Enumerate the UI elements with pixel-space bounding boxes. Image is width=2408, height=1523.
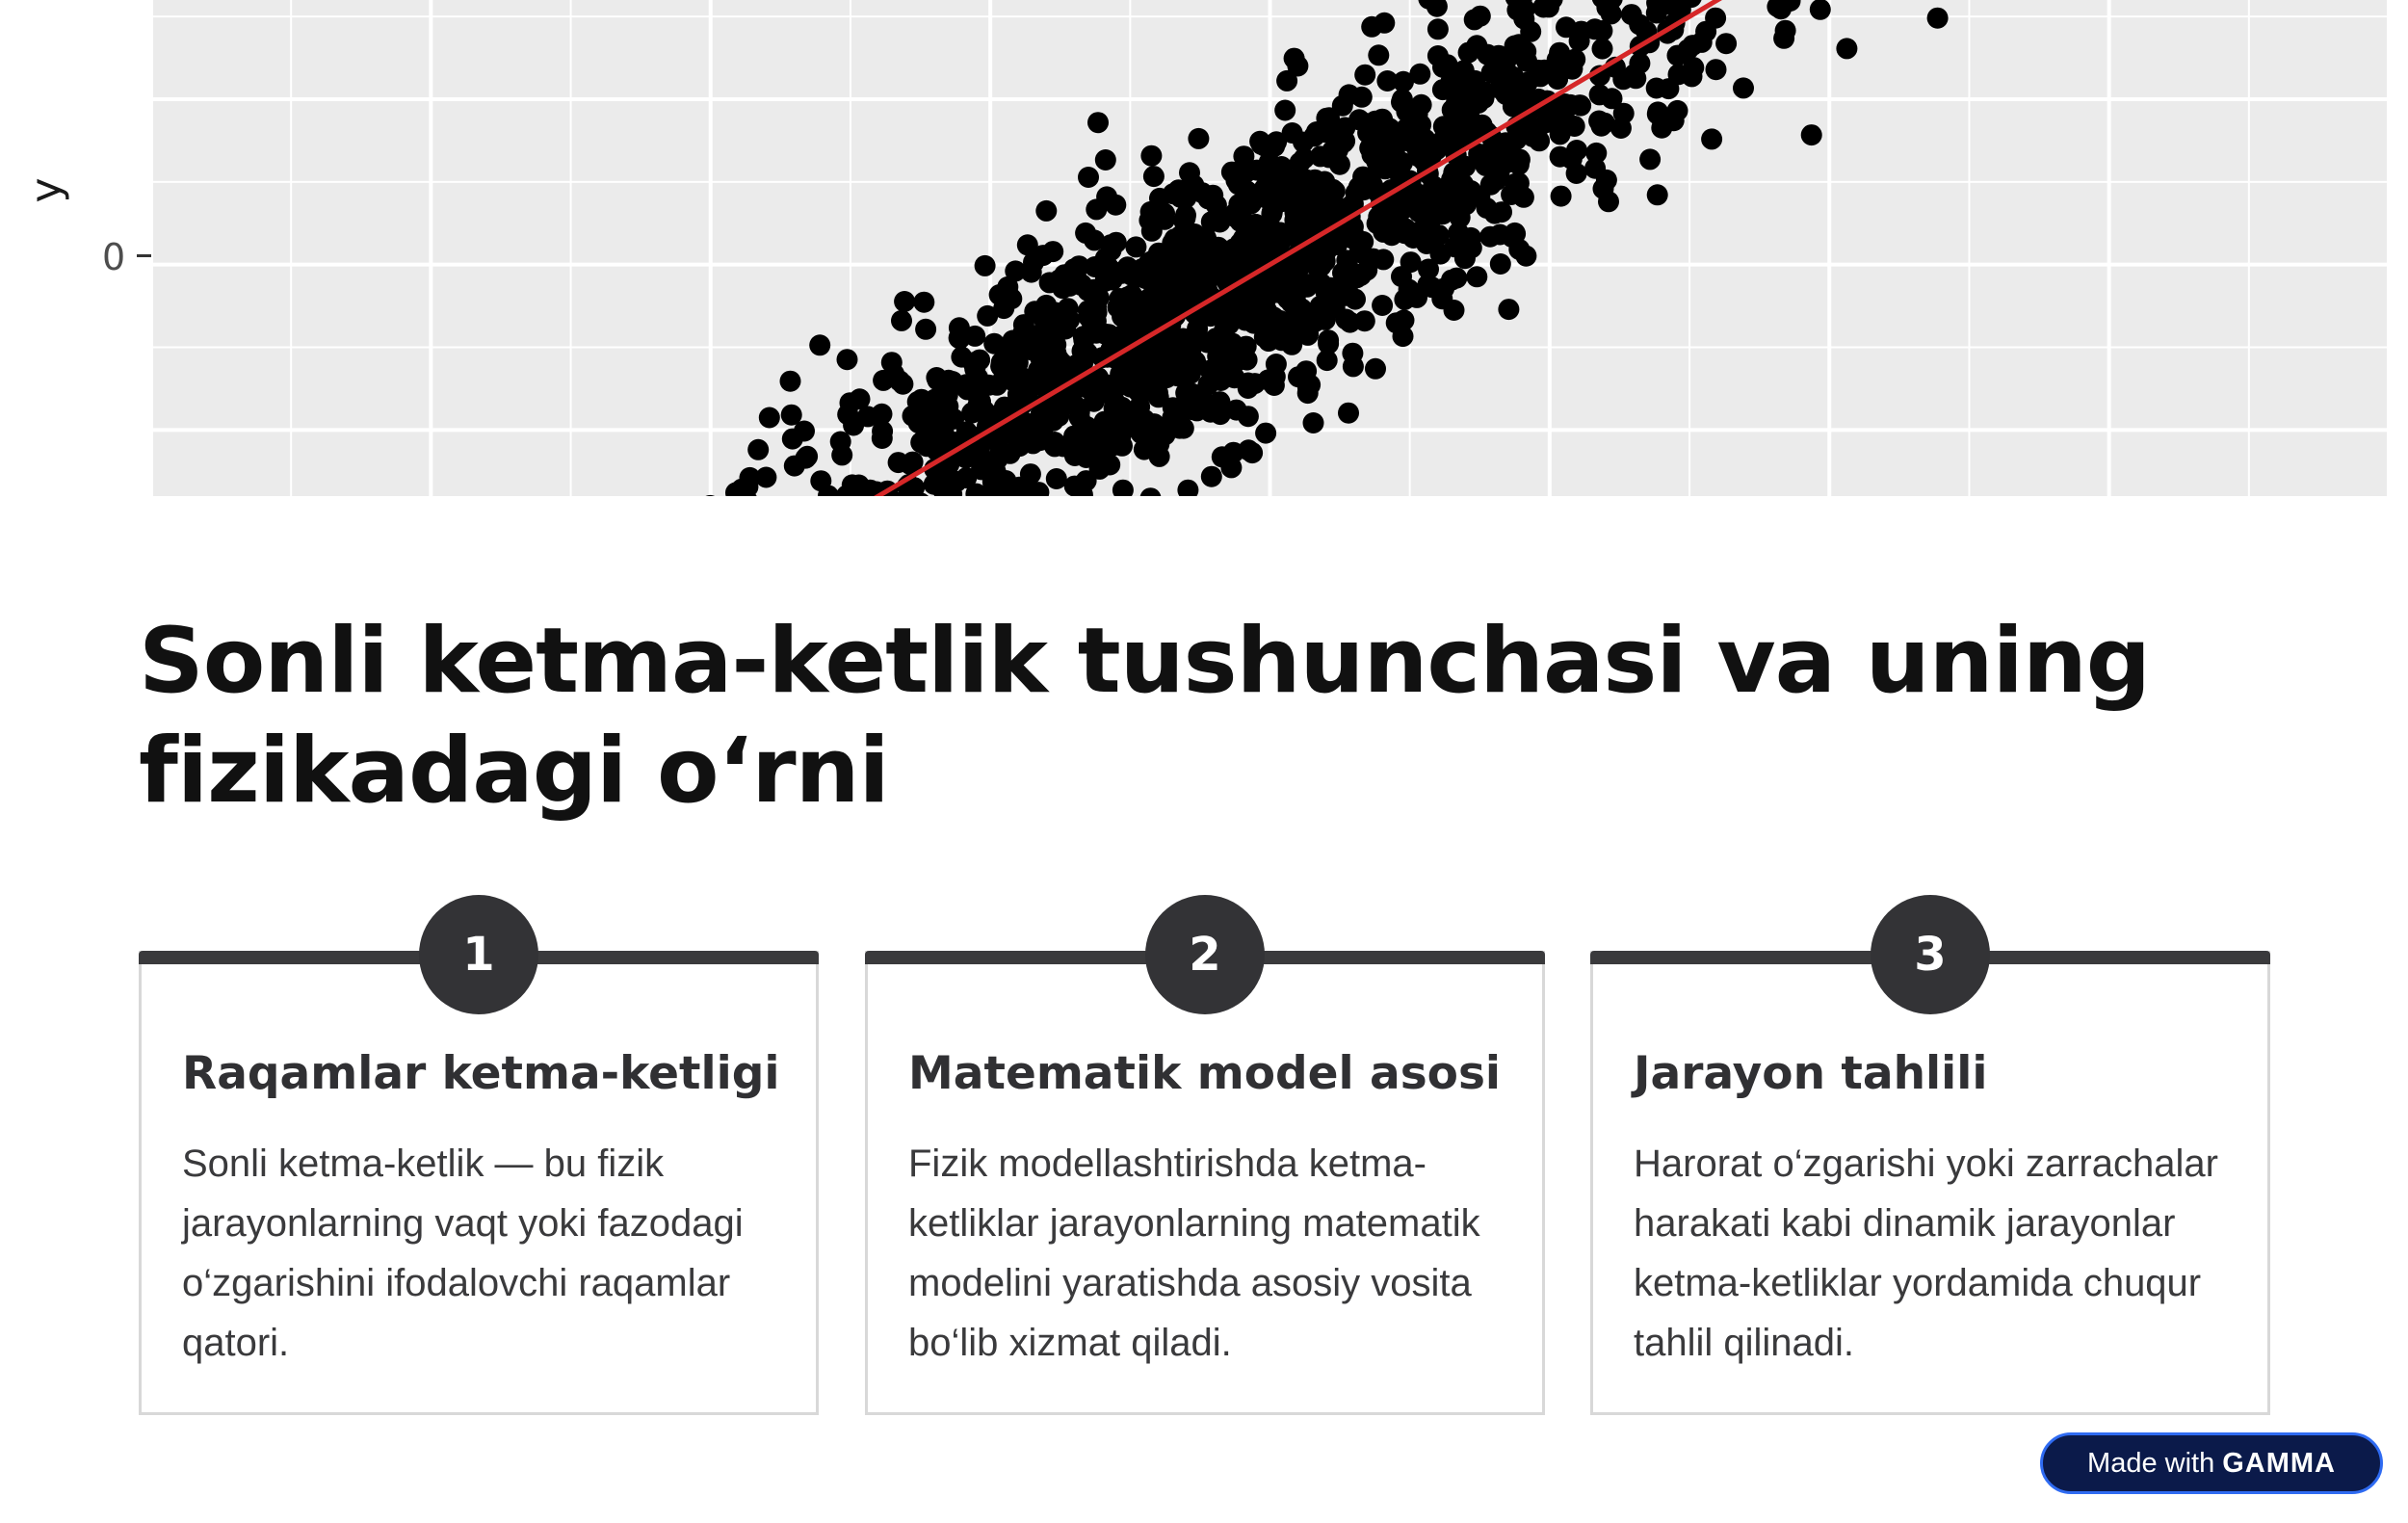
data-point	[842, 474, 863, 495]
data-point	[1108, 418, 1129, 439]
data-point	[809, 334, 830, 355]
data-point	[1394, 309, 1415, 330]
data-point	[1354, 65, 1375, 86]
data-point	[1496, 152, 1517, 173]
data-point	[1070, 275, 1091, 296]
data-point	[926, 367, 947, 388]
data-point	[1096, 186, 1117, 207]
data-point	[894, 291, 915, 312]
card-text: Fizik modellashtirishda ketma-ketliklar jarayonlarning matematik modelini yaratishda asosiy vosita bo‘lib xizmat qiladi.	[908, 1142, 1480, 1364]
y-axis-label: y	[21, 177, 71, 203]
data-point	[1201, 466, 1222, 487]
data-point	[1801, 124, 1822, 145]
data-point	[1375, 121, 1397, 143]
made-with-gamma-button[interactable]	[2040, 1432, 2383, 1494]
data-point	[1259, 152, 1280, 173]
card-3	[1590, 928, 2270, 1415]
data-point	[1013, 322, 1034, 343]
data-point	[1238, 439, 1259, 460]
data-point	[1207, 346, 1228, 367]
y-tick-mark	[137, 254, 151, 257]
data-point	[1012, 419, 1034, 440]
badge-prefix: Made with	[2087, 1447, 2215, 1479]
data-point	[1395, 218, 1416, 239]
data-point	[1515, 246, 1536, 267]
data-point	[1073, 326, 1094, 347]
data-point	[964, 352, 985, 373]
data-point	[1569, 31, 1590, 52]
data-point	[1044, 435, 1065, 457]
data-point	[1311, 274, 1332, 295]
data-point	[1368, 44, 1389, 66]
data-point	[1564, 49, 1585, 70]
data-point	[911, 389, 932, 410]
data-point	[1678, 39, 1699, 60]
data-point	[1543, 104, 1564, 125]
data-point	[1049, 269, 1070, 290]
data-point	[1266, 131, 1287, 152]
card-2	[865, 928, 1545, 1415]
data-point	[1505, 75, 1527, 96]
data-point	[1233, 228, 1254, 249]
data-point	[1238, 378, 1259, 399]
card-text: Harorat o‘zgarishi yoki zarrachalar harakati kabi dinamik jarayonlar ketma-ketliklar yordamida chuqur tahlil qilinadi.	[1634, 1142, 2218, 1364]
data-point	[1458, 42, 1479, 64]
data-point	[1255, 423, 1276, 444]
data-point	[1085, 300, 1106, 321]
data-point	[1254, 178, 1275, 199]
data-point	[1612, 68, 1634, 90]
card-title: Raqamlar ketma-ketligi	[182, 1047, 780, 1100]
data-point	[1045, 302, 1066, 324]
data-point	[1274, 100, 1296, 121]
data-point	[1715, 33, 1737, 54]
data-point	[1143, 166, 1165, 187]
data-point	[1667, 100, 1688, 121]
data-point	[1484, 203, 1505, 224]
data-point	[1084, 391, 1105, 412]
data-point	[1322, 141, 1343, 162]
data-point	[1629, 14, 1650, 36]
data-point	[837, 404, 858, 425]
data-point	[1095, 149, 1116, 171]
data-point	[1362, 144, 1383, 166]
y-tick-label-0: 0	[102, 236, 126, 278]
data-point	[1367, 213, 1388, 234]
data-point	[1017, 234, 1038, 255]
data-point	[1351, 87, 1373, 108]
data-point	[1168, 331, 1190, 353]
data-point	[889, 370, 910, 391]
data-point	[1202, 185, 1223, 206]
data-point	[1188, 128, 1209, 149]
data-point	[1213, 265, 1234, 286]
data-point	[1332, 95, 1353, 117]
data-point	[1773, 28, 1794, 49]
data-point	[1175, 187, 1196, 208]
data-point	[1429, 192, 1451, 213]
scatter-plot-svg	[151, 0, 2389, 496]
data-point	[1706, 59, 1727, 80]
data-point	[1460, 227, 1481, 249]
data-point	[1238, 406, 1259, 427]
data-point	[1003, 371, 1024, 392]
data-point	[1927, 8, 1949, 29]
data-point	[1354, 310, 1375, 331]
data-point	[837, 349, 858, 370]
data-point	[1647, 103, 1668, 124]
data-point	[782, 429, 803, 450]
card-title: Matematik model asosi	[908, 1047, 1502, 1100]
data-point	[1593, 178, 1614, 199]
data-point	[1266, 354, 1287, 375]
data-point	[1393, 71, 1414, 92]
data-point	[983, 333, 1005, 354]
data-point	[759, 407, 780, 429]
data-point	[1566, 163, 1587, 184]
data-point	[1551, 186, 1572, 207]
data-point	[891, 310, 912, 331]
data-point	[1075, 223, 1096, 244]
data-point	[1021, 262, 1042, 283]
gamma-logo-text: GAMMA	[2222, 1447, 2336, 1479]
data-point	[1515, 41, 1536, 63]
data-point	[872, 428, 893, 449]
data-point	[1141, 250, 1163, 272]
card-number-badge: 3	[1871, 895, 1990, 1014]
data-point	[1505, 223, 1526, 244]
data-point	[1585, 143, 1607, 164]
data-point	[1284, 48, 1305, 69]
data-point	[1076, 470, 1097, 491]
data-point	[1184, 223, 1205, 245]
data-point	[1646, 78, 1667, 99]
data-point	[1490, 253, 1511, 275]
data-point	[1318, 333, 1339, 354]
data-point	[830, 432, 851, 453]
data-point	[1348, 109, 1370, 130]
data-point	[1475, 155, 1496, 176]
data-point	[1343, 355, 1364, 377]
data-point	[1185, 351, 1206, 372]
data-point	[1209, 391, 1230, 412]
data-point	[955, 467, 977, 488]
data-point	[881, 352, 903, 373]
data-point	[1147, 382, 1168, 404]
data-point	[1399, 284, 1420, 305]
data-point	[1095, 271, 1116, 292]
data-point	[975, 255, 996, 276]
data-point	[1352, 167, 1374, 188]
data-point	[1466, 266, 1487, 287]
data-point	[1179, 162, 1200, 183]
data-point	[1211, 370, 1232, 391]
data-point	[1427, 18, 1449, 39]
data-point	[1701, 128, 1722, 149]
data-point	[1455, 195, 1477, 216]
card-1	[139, 928, 819, 1415]
data-point	[1301, 171, 1322, 192]
data-point	[1140, 145, 1162, 167]
data-point	[1591, 20, 1612, 41]
data-point	[1304, 125, 1325, 146]
data-point	[1437, 54, 1458, 75]
page-title: Sonli ketma-ketlik tushunchasi va uning fizikadagi o‘rni	[139, 609, 2151, 824]
data-point	[1836, 38, 1857, 59]
card-text: Sonli ketma-ketlik — bu fizik jarayonlarning vaqt yoki fazodagi o‘zgarishini ifodalovchi raqamlar qatori.	[182, 1142, 744, 1364]
data-point	[784, 456, 805, 477]
data-point	[1281, 334, 1302, 355]
data-point	[1187, 318, 1208, 339]
card-number-badge: 1	[419, 895, 538, 1014]
data-point	[1231, 208, 1252, 229]
data-point	[1446, 92, 1467, 113]
data-point	[1602, 88, 1623, 109]
data-point	[1647, 184, 1668, 205]
data-point	[1168, 401, 1190, 422]
data-point	[1210, 239, 1231, 260]
data-point	[1498, 299, 1519, 320]
data-point	[1221, 162, 1243, 183]
data-point	[1020, 463, 1041, 485]
data-point	[1141, 221, 1163, 242]
data-point	[1297, 377, 1319, 398]
data-point	[1610, 118, 1632, 139]
data-point	[1008, 352, 1029, 373]
data-point	[1294, 148, 1315, 170]
data-point	[1338, 403, 1359, 424]
data-point	[1683, 57, 1704, 78]
data-point	[1405, 182, 1426, 203]
data-point	[1285, 202, 1306, 223]
data-point	[810, 470, 831, 491]
data-point	[1445, 129, 1466, 150]
data-point	[1408, 201, 1429, 223]
data-point	[1324, 298, 1346, 319]
data-point	[1433, 278, 1454, 300]
data-point	[747, 439, 769, 460]
scatter-plot	[151, 0, 2389, 496]
data-point	[1192, 278, 1214, 300]
data-point	[1162, 232, 1183, 253]
data-point	[1226, 351, 1247, 372]
data-point	[1733, 77, 1754, 98]
card-number-badge: 2	[1145, 895, 1265, 1014]
data-point	[1303, 412, 1324, 433]
data-point	[1035, 200, 1057, 222]
data-point	[1042, 241, 1063, 262]
data-point	[1528, 60, 1549, 81]
data-point	[1078, 167, 1099, 188]
data-point	[1186, 384, 1207, 406]
data-point	[1365, 358, 1386, 380]
data-point	[949, 328, 970, 349]
data-point	[1117, 298, 1139, 319]
data-point	[1148, 433, 1169, 455]
data-point	[1372, 295, 1393, 316]
data-point	[1588, 111, 1610, 132]
data-point	[1042, 344, 1063, 365]
data-point	[1033, 418, 1054, 439]
data-point	[1046, 468, 1067, 489]
data-point	[1513, 187, 1534, 208]
data-point	[1470, 6, 1491, 27]
data-point	[913, 292, 934, 313]
data-point	[1566, 140, 1587, 161]
data-point	[1125, 236, 1146, 257]
data-point	[1479, 226, 1501, 248]
data-point	[1374, 13, 1395, 34]
data-point	[755, 467, 776, 488]
data-point	[1087, 112, 1109, 133]
data-point	[1064, 395, 1086, 416]
data-point	[1106, 232, 1127, 253]
data-point	[1373, 249, 1394, 270]
data-point	[1076, 447, 1097, 468]
data-point	[1247, 294, 1269, 315]
data-point	[993, 298, 1014, 319]
data-point	[1410, 128, 1431, 149]
data-point	[911, 407, 932, 429]
data-point	[781, 405, 802, 426]
data-point	[1146, 293, 1167, 314]
data-point	[1063, 426, 1085, 447]
data-point	[1209, 212, 1230, 233]
data-point	[915, 319, 936, 340]
data-point	[1343, 228, 1364, 249]
data-point	[1306, 208, 1327, 229]
data-point	[1639, 148, 1661, 170]
data-point	[780, 371, 801, 392]
card-title: Jarayon tahlili	[1634, 1047, 1988, 1100]
data-point	[1570, 95, 1591, 117]
